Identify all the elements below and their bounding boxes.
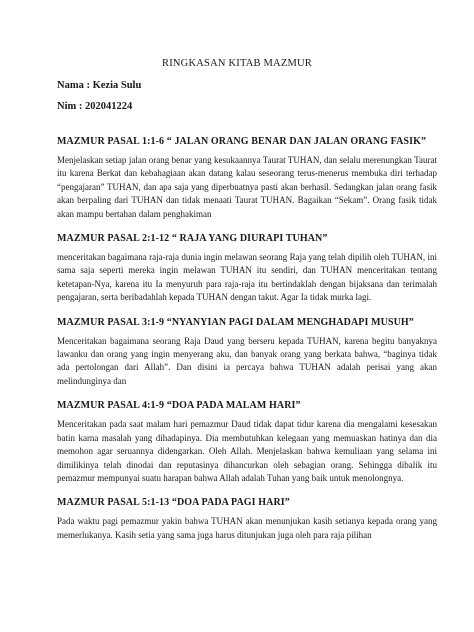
section-body: Menjelaskan setiap jalan orang benar yang kesukaannya Taurat TUHAN, dan selalu merenungkan Taurat itu karena Berkat dan kebahagiaan akan datang kalau seseorang terus-menerus membuka diri terhadap “pengajaran” TUHAN, dan apa saja yang diperbuatnya pasti akan berhasil. Sedangkan jalan orang fasik akan berpaling dari TUHAN dan tidak menaati Taurat TUHAN. Bagaikan “Sekam”. Orang fasik tidak akan mampu bertahan dalam penghakiman: [57, 155, 437, 219]
document-content: [57, 136, 437, 554]
document-title: RINGKASAN KITAB MAZMUR: [162, 58, 312, 69]
section-psalm-3: [57, 317, 437, 389]
section-psalm-1: [57, 136, 437, 221]
student-id: Nim : 202041224: [57, 101, 133, 112]
section-heading: MAZMUR PASAL 2:1-12 “ RAJA YANG DIURAPI TUHAN”: [57, 233, 328, 245]
section-heading: MAZMUR PASAL 5:1-13 “DOA PADA PAGI HARI”: [57, 497, 290, 509]
section-psalm-5: [57, 497, 437, 542]
section-body: Menceritakan bagaimana seorang Raja Daud yang berseru kepada TUHAN, karena begitu banyaknya lawanku dan orang yang ingin menyerang aku, dan banyak orang yang berkata bahwa, “baginya tidak ada pertolongan dari Allah”. Dan disini ia percaya bahwa TUHAN adalah perisai yang akan melindunginya dan: [57, 335, 437, 386]
section-body: Menceritakan pada saat malam hari pemazmur Daud tidak dapat tidur karena dia mengalami kesesakan batin karna masalah yang dihadapinya. Dia membutuhkan kelegaan yang memuaskan hatinya dan dia memohon agar seruannya didengarkan. Oleh Allah. Menjelaskan bahwa kemuliaan yang selama ini dimilikinya telah dinodai dan reputasinya dihancurkan oleh sebagian orang. Sehingga dibalik itu pemazmur mempunyai suatu harapan bahwa Allah adalah Tuhan yang baik untuk menolongnya.: [57, 419, 437, 483]
section-body: menceritakan bagaimana raja-raja dunia ingin melawan seorang Raja yang telah dipilih oleh TUHAN, ini sama saja seperti mereka ingin melawan TUHAN itu sendiri, dan TUHAN menceritakan tentang ketetapan-Nya, karena itu Ia menyuruh para raja-raja itu bertindaklah dengan bijaksana dan terimalah pengajaran, serta beribadahlah kepada TUHAN dengan takut. Agar Ia tidak murka lagi.: [57, 252, 437, 303]
section-psalm-4: [57, 400, 437, 485]
section-heading: MAZMUR PASAL 4:1-9 “DOA PADA MALAM HARI”: [57, 400, 301, 412]
section-psalm-2: [57, 233, 437, 305]
student-name: Nama : Kezia Sulu: [57, 80, 142, 91]
section-heading: MAZMUR PASAL 1:1-6 “ JALAN ORANG BENAR DAN JALAN ORANG FASIK”: [57, 136, 427, 147]
section-body: Pada waktu pagi pemazmur yakin bahwa TUHAN akan menunjukan kasih setianya kepada orang yang memerlukanya. Kasih setia yang sama juga harus ditunjukan juga oleh para raja pilihan: [57, 516, 437, 540]
section-heading: MAZMUR PASAL 3:1-9 “NYANYIAN PAGI DALAM MENGHADAPI MUSUH”: [57, 316, 414, 328]
